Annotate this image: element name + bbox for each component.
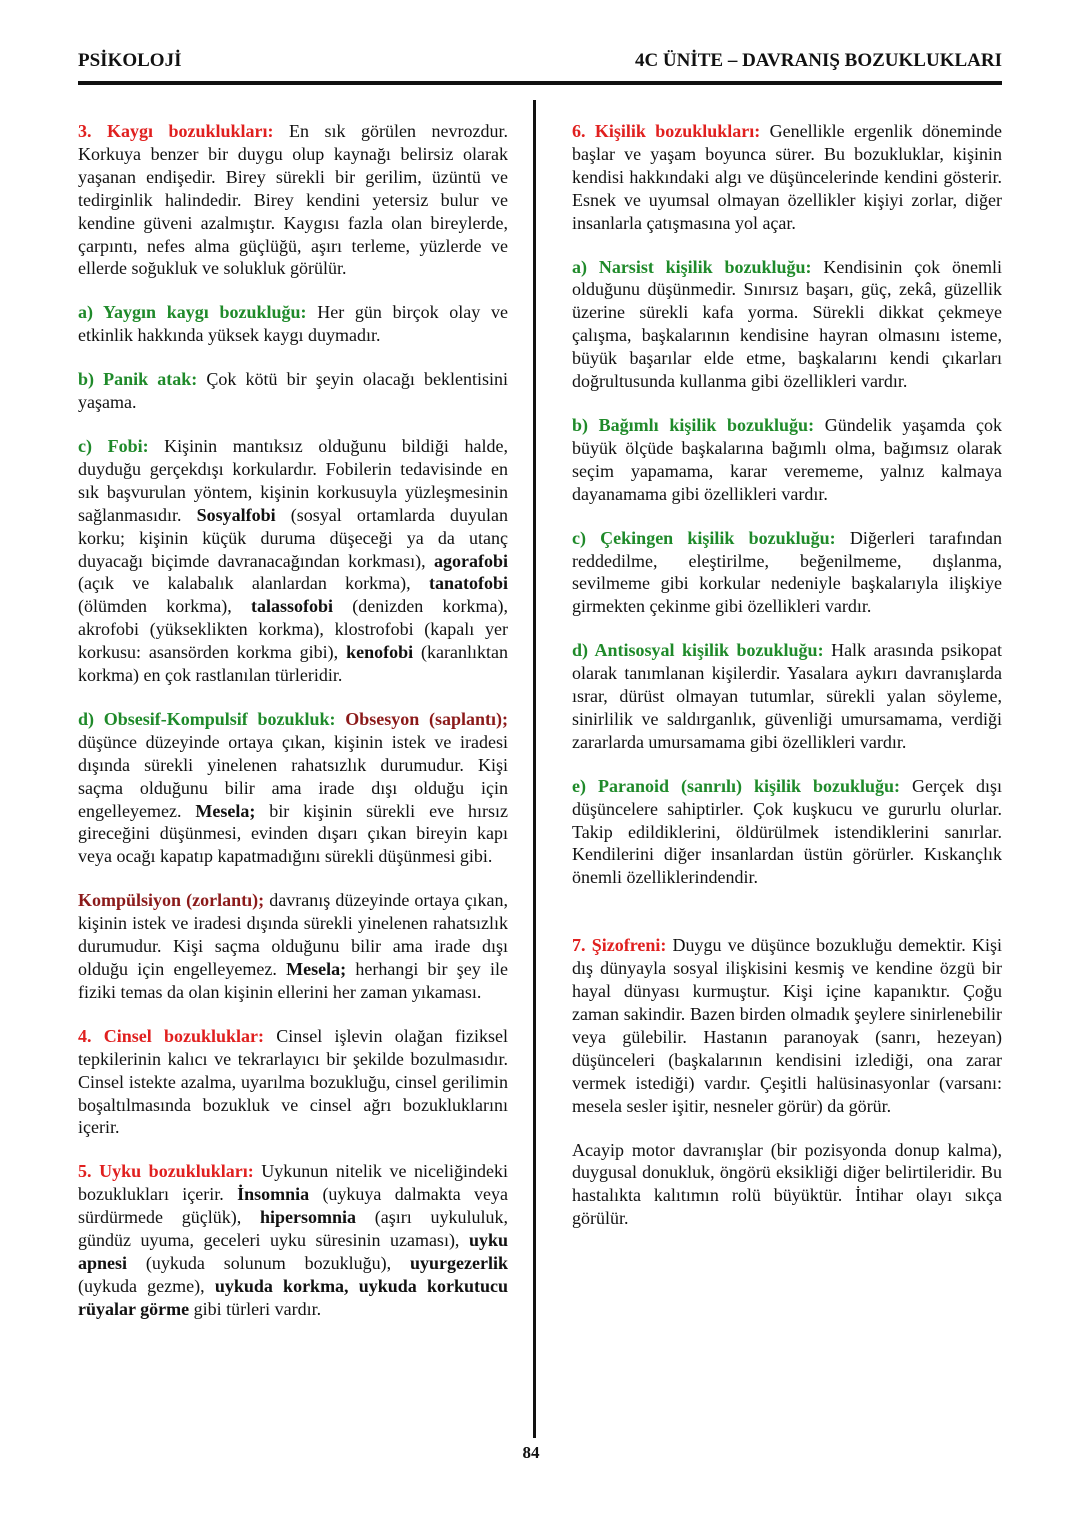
paragraph: [78, 435, 508, 687]
body-text: Kişinin mantıksız olduğunu bildiği halde, duyduğu gerçekdışı korkulardır. Fobilerin tedavisinde en sık başvurulan yöntem, kişinin korkusuyla yüzleşmesinin sağlanmasıdır.: [78, 435, 508, 525]
subsection-heading: b) Bağımlı kişilik bozukluğu:: [572, 414, 815, 435]
paragraph: [78, 1160, 508, 1320]
term-heading: Obsesyon (saplantı);: [345, 708, 509, 729]
bold-term: Mesela;: [195, 800, 256, 821]
body-text: (sosyal ortamlarda duyulan korku; kişinin küçük duruma düşeceği ya da utanç duyacağı biçimde davranacağından korkması),: [78, 504, 508, 571]
subsection-heading: c) Çekingen kişilik bozukluğu:: [572, 527, 836, 548]
section-heading: 4. Cinsel bozukluklar:: [78, 1025, 265, 1046]
body-text: bir kişinin sürekli eve hırsız gireceğini düşünmesi, evinden dışarı çıkan bireyin kapı veya ocağı kapatıp kapatmadığını sürekli düşünmesi gibi.: [78, 800, 508, 867]
subsection-heading: e) Paranoid (sanrılı) kişilik bozukluğu:: [572, 775, 901, 796]
paragraph: [78, 1025, 508, 1140]
body-text: Duygu ve düşünce bozukluğu demektir. Kişi dış dünyayla sosyal ilişkisini kesmiş ve kendine özgü bir hayal dünyası kurmuştur. Kişi içine kapanıktır. Çoğu zaman sakindir. Bazen birden olmadık şeylere sinirlenebilir veya gülebilir. Hastanın paranoyak (sanrı, hezeyan) düşünceleri (başkalarının kendisini izlediği, ona zarar vermek istediği) vardır. Çeşitli halüsinasyonlar (varsanı: mesela sesler işitir, nesneler görür) da görür.: [572, 935, 1003, 1116]
bold-term: talassofobi: [251, 596, 334, 617]
header-subject: PSİKOLOJİ: [78, 50, 182, 71]
section-heading: 7. Şizofreni:: [572, 935, 667, 956]
bold-term: İnsomnia: [237, 1184, 310, 1205]
page-number: 84: [522, 1443, 540, 1462]
body-text: davranış düzeyinde ortaya çıkan, kişinin istek ve iradesi dışında sürekli yinelenen rahatsızlık durumudur. Kişi saçma olduğunu bilir ama irade dışı olduğu için engelleyemez.: [78, 890, 508, 979]
right-column: [572, 120, 1002, 1251]
paragraph: [572, 934, 1002, 1117]
section-heading: 5. Uyku bozuklukları:: [78, 1161, 254, 1182]
section-heading: 3. Kaygı bozuklukları:: [78, 121, 274, 141]
bold-term: uykuda korkma, uykuda korkutucu rüyalar görme: [78, 1275, 508, 1319]
header-divider: [78, 81, 1002, 85]
paragraph: [572, 256, 1002, 393]
body-text: Her gün birçok olay ve etkinlik hakkında yüksek kaygı duymadır.: [78, 302, 508, 346]
subsection-heading: d) Antisosyal kişilik bozukluğu:: [572, 640, 824, 661]
section-heading: 6. Kişilik bozuklukları:: [572, 121, 761, 141]
body-text: gibi türleri vardır.: [189, 1298, 322, 1319]
body-text: Diğerleri tarafından reddedilme, eleştirilme, beğenilmeme, dışlanma, sevilmeme gibi korkular nedeniyle başkalarıyla ilişkiye girmekten çekinme gibi özellikleri vardır.: [572, 527, 1002, 617]
subsection-heading: c) Fobi:: [78, 435, 149, 456]
body-text: (denizden korkma), akrofobi (yükseklikten korkma), klostrofobi (kapalı yer korkusu: asansörden korkma gibi),: [78, 596, 508, 663]
header-unit-title: 4C ÜNİTE – DAVRANIŞ BOZUKLUKLARI: [634, 50, 1002, 71]
left-column: [78, 120, 508, 1342]
body-text: En sık görülen nevrozdur. Korkuya benzer bir duygu olup kaynağı belirsiz olarak yaşanan endişedir. Birey sürekli bir gerilim, üzüntü ve tedirginlik halindedir. Birey kendini yetersiz bulur ve kendine güveni azalmıştır. Kaygısı fazla olan bireylerde, çarpıntı, nefes alma güçlüğü, aşırı terleme, yüzlerde ve ellerde soğukluk ve solukluk görülür.: [78, 121, 508, 279]
body-text: Uykunun nitelik ve niceliğindeki bozuklukları içerir.: [78, 1161, 508, 1205]
bold-term: kenofobi: [346, 642, 414, 663]
body-text: Halk arasında psikopat olarak tanımlanan kişilerdir. Yasalara aykırı davranışlarda ısrar, dürüst olmayan tutumlar, sürekli yalan söyleme, sinirlilik ve saldırganlık, güvenliği umursamama, verdiği zararlarda umursamama gibi özellikleri vardır.: [572, 640, 1003, 752]
body-text: (aşırı uykululuk, gündüz uyuma, geceleri uyku süresinin uzaması),: [78, 1207, 508, 1251]
body-text: Kendisinin çok önemli olduğunu düşünmedir. Sınırsız başarı, güç, zekâ, güzellik üzerine sürekli kafa yorma. Sürekli dikkat çekmeye çalışma, başkalarının kendisine hayran olmasını isteme, büyük başarılar elde etme, başkalarını kendi çıkarları doğrultusunda kullanma gibi özellikleri vardır.: [572, 256, 1003, 392]
bold-term: Sosyalfobi: [196, 504, 276, 525]
subsection-heading: a) Narsist kişilik bozukluğu:: [572, 256, 812, 277]
bold-term: agorafobi: [434, 550, 508, 571]
body-text: Çok kötü bir şeyin olacağı beklentisini yaşama.: [78, 369, 508, 413]
paragraph: [78, 889, 508, 1004]
paragraph: [572, 639, 1002, 754]
bold-term: Mesela;: [286, 959, 347, 979]
paragraph: [78, 301, 508, 347]
subsection-heading: a) Yaygın kaygı bozukluğu:: [78, 302, 307, 323]
body-text: (karanlıktan korkma) en çok rastlanılan türleridir.: [78, 642, 508, 686]
body-text: Acayip motor davranışlar (bir pozisyonda donup kalma), duygusal donukluk, öngörü eksikliği diğer belirtileridir. Bu hastalıkta kalıtımın rolü büyüktür. İntihar olayı sıkça görülür.: [572, 1139, 1002, 1229]
bold-term: hipersomnia: [259, 1207, 356, 1228]
body-text: (ölümden korkma),: [78, 596, 251, 617]
paragraph: [572, 414, 1002, 506]
paragraph: [572, 527, 1002, 619]
bold-term: tanatofobi: [428, 573, 508, 594]
paragraph: [78, 368, 508, 414]
body-text: (uykuda gezme),: [78, 1275, 215, 1296]
subsection-heading: d) Obsesif-Kompulsif bozukluk:: [78, 708, 346, 729]
paragraph: [572, 1139, 1002, 1231]
body-text: Gerçek dışı düşüncelere sahiptirler. Çok kuşkucu ve gururlu olurlar. Takip edildiklerini, öldürülmek istendiklerini sanırlar. Kendilerini diğer insanlardan üstün görürler. Kıskançlık önemli özelliklerindendir.: [572, 775, 1003, 888]
bold-term: uyku apnesi: [78, 1230, 508, 1273]
subsection-heading: b) Panik atak:: [78, 369, 198, 390]
body-text: Cinsel işlevin olağan fiziksel tepkilerinin kalıcı ve tekrarlayıcı bir şekilde bozulmasıdır. Cinsel istekte azalma, uyarılma bozukluğu, cinsel gerilimin boşaltılmasında bozukluk ve cinsel ağrı bozukluklarını içerir.: [78, 1025, 508, 1138]
column-divider: [533, 100, 536, 1438]
paragraph: [572, 775, 1002, 890]
body-text: Gündelik yaşamda çok büyük ölçüde başkalarına bağımlı olma, bağımsız olarak seçim yapamama, karar verememe, yalnız kalmaya dayanamama gibi özellikleri vardır.: [572, 414, 1003, 504]
paragraph: [78, 120, 508, 280]
body-text: düşünce düzeyinde ortaya çıkan, kişinin istek ve iradesi dışında sürekli yinelenen rahatsızlık durumudur. Kişi saçma olduğunu bilir ama irade dışı olduğu için engelleyemez.: [78, 731, 508, 821]
bold-term: uyurgezerlik: [410, 1252, 508, 1273]
term-heading: Kompülsiyon (zorlantı);: [78, 890, 265, 911]
paragraph: [572, 120, 1002, 235]
body-text: Genellikle ergenlik döneminde başlar ve yaşam boyunca sürer. Bu bozukluklar, kişinin kendisi hakkındaki algı ve düşüncelerinde kendini gösterir. Esnek ve uyumsal olmayan özellikler kişiyi zorlar, diğer insanlarla çatışmasına yol açar.: [572, 121, 1002, 233]
body-text: (açık ve kalabalık alanlardan korkma),: [78, 573, 429, 594]
paragraph: [78, 708, 508, 868]
body-text: (uykuya dalmakta veya sürdürmede güçlük),: [78, 1184, 509, 1228]
body-text: (uykuda solunum bozukluğu),: [127, 1252, 411, 1273]
body-text: herhangi bir şey ile fiziki temas da olan kişinin ellerini her zaman yıkaması.: [78, 959, 508, 1002]
